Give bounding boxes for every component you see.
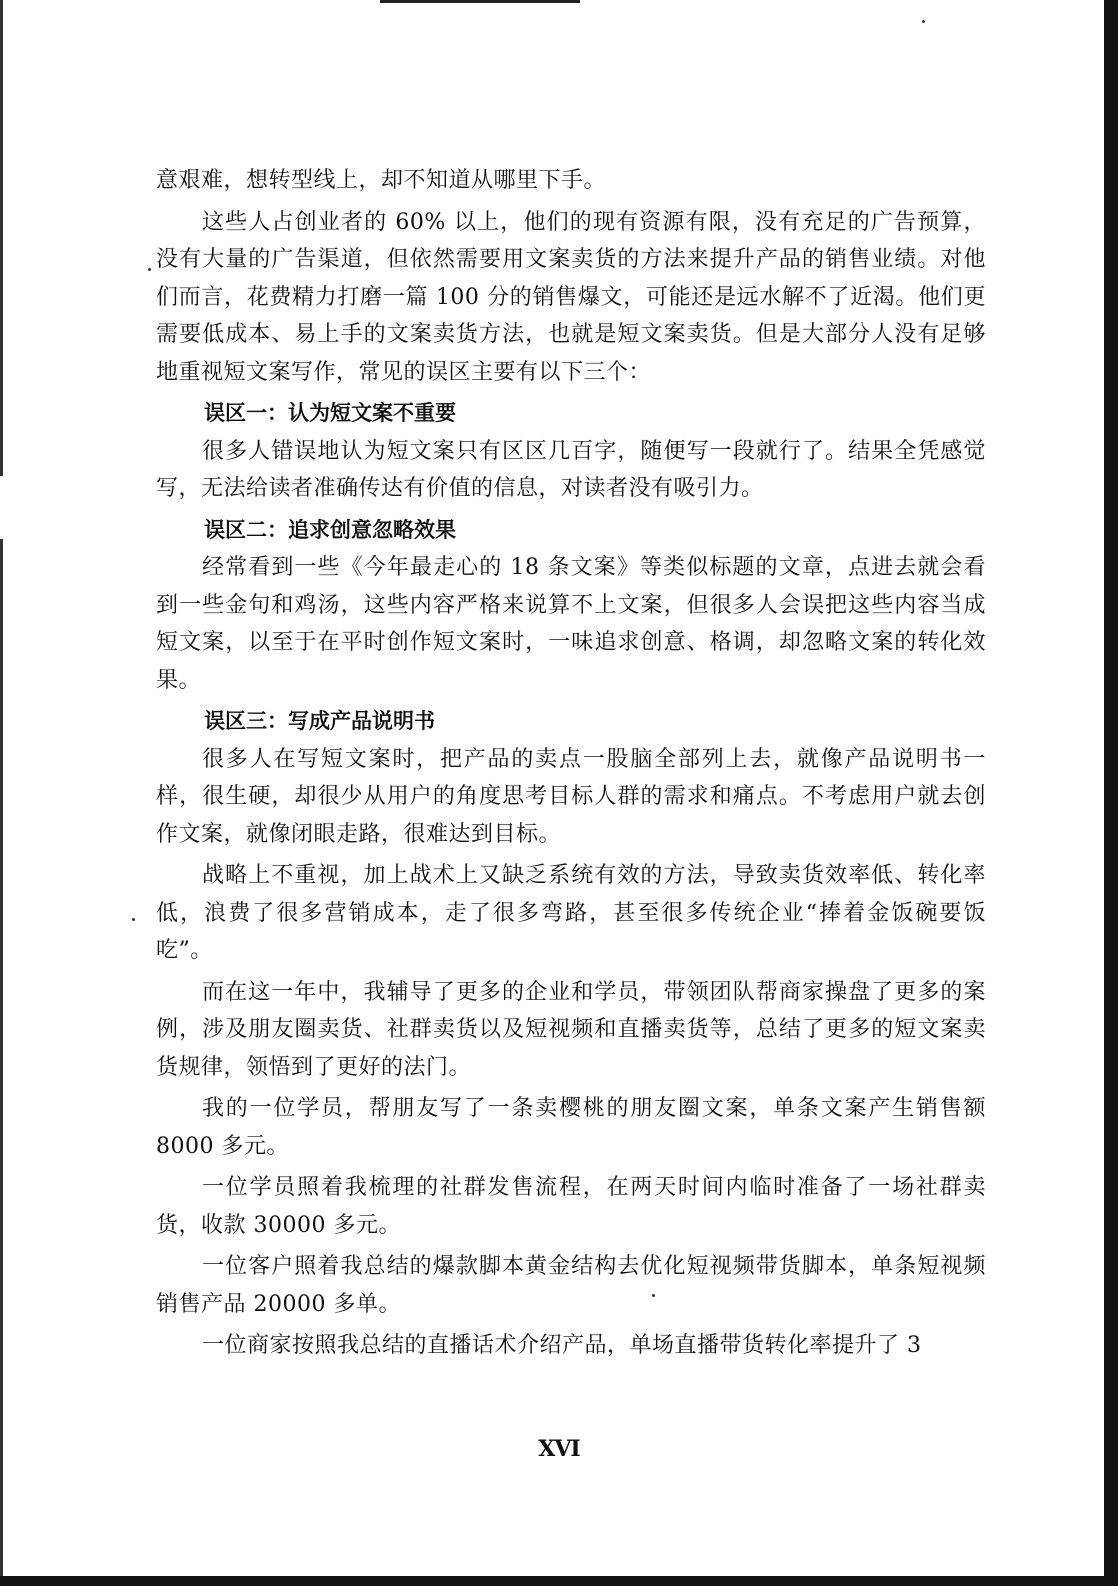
body-paragraph: 意艰难，想转型线上，却不知道从哪里下手。 [156, 168, 607, 193]
body-paragraph: 一位学员照着我梳理的社群发售流程，在两天时间内临时准备了一场社群卖货，收款 30000 多元。 [156, 1175, 986, 1238]
body-paragraph: 很多人错误地认为短文案只有区区几百字，随便写一段就行了。结果全凭感觉写，无法给读者准确传达有价值的信息，对读者没有吸引力。 [156, 438, 986, 501]
body-paragraph: 一位商家按照我总结的直播话术介绍产品，单场直播带货转化率提升了 3 [202, 1333, 922, 1358]
page-number: XVI [538, 1436, 580, 1462]
scan-speck [148, 268, 151, 271]
scan-speck [132, 918, 135, 921]
body-paragraph: 很多人在写短文案时，把产品的卖点一股脑全部列上去，就像产品说明书一样，很生硬，却很少从用户的角度思考目标人群的需求和痛点。不考虑用户就去创作文案，就像闭眼走路，很难达到目标。 [156, 746, 986, 847]
body-paragraph: 这些人占创业者的 60% 以上，他们的现有资源有限，没有充足的广告预算，没有大量的广告渠道，但依然需要用文案卖货的方法来提升产品的销售业绩。对他们而言，花费精力打磨一篇 100 分的销售爆文，可能还是远水解不了近渴。他们更需要低成本、易上手的文案卖货方法，也就是短文案卖货。但是大部分人没有足够地重视短文案写作，常见的误区主要有以下三个： [156, 209, 986, 385]
scan-speck [922, 20, 925, 23]
body-paragraph: 而在这一年中，我辅导了更多的企业和学员，带领团队帮商家操盘了更多的案例，涉及朋友圈卖货、社群卖货以及短视频和直播卖货等，总结了更多的短文案卖货规律，领悟到了更好的法门。 [156, 979, 986, 1080]
body-paragraph: 经常看到一些《今年最走心的 18 条文案》等类似标题的文章，点进去就会看到一些金句和鸡汤，这些内容严格来说算不上文案，但很多人会误把这些内容当成短文案，以至于在平时创作短文案时，一味追求创意、格调，却忽略文案的转化效果。 [156, 555, 986, 693]
body-paragraph: 战略上不重视，加上战术上又缺乏系统有效的方法，导致卖货效率低、转化率低，浪费了很多营销成本，走了很多弯路，甚至很多传统企业“捧着金饭碗要饭吃”。 [156, 863, 986, 963]
scan-edge-left [0, 0, 3, 1586]
section-heading: 误区一：认为短文案不重要 [204, 401, 456, 425]
scan-edge-top [380, 0, 580, 3]
scan-edge-right [1104, 0, 1118, 1586]
section-heading: 误区三：写成产品说明书 [204, 709, 435, 733]
page-body [156, 162, 986, 1369]
body-paragraph: 我的一位学员，帮朋友写了一条卖樱桃的朋友圈文案，单条文案产生销售额 8000 多元。 [156, 1096, 986, 1159]
body-paragraph: 一位客户照着我总结的爆款脚本黄金结构去优化短视频带货脚本，单条短视频销售产品 20000 多单。 [156, 1254, 986, 1317]
scan-edge-bottom [0, 1576, 1118, 1586]
section-heading: 误区二：追求创意忽略效果 [204, 517, 456, 542]
